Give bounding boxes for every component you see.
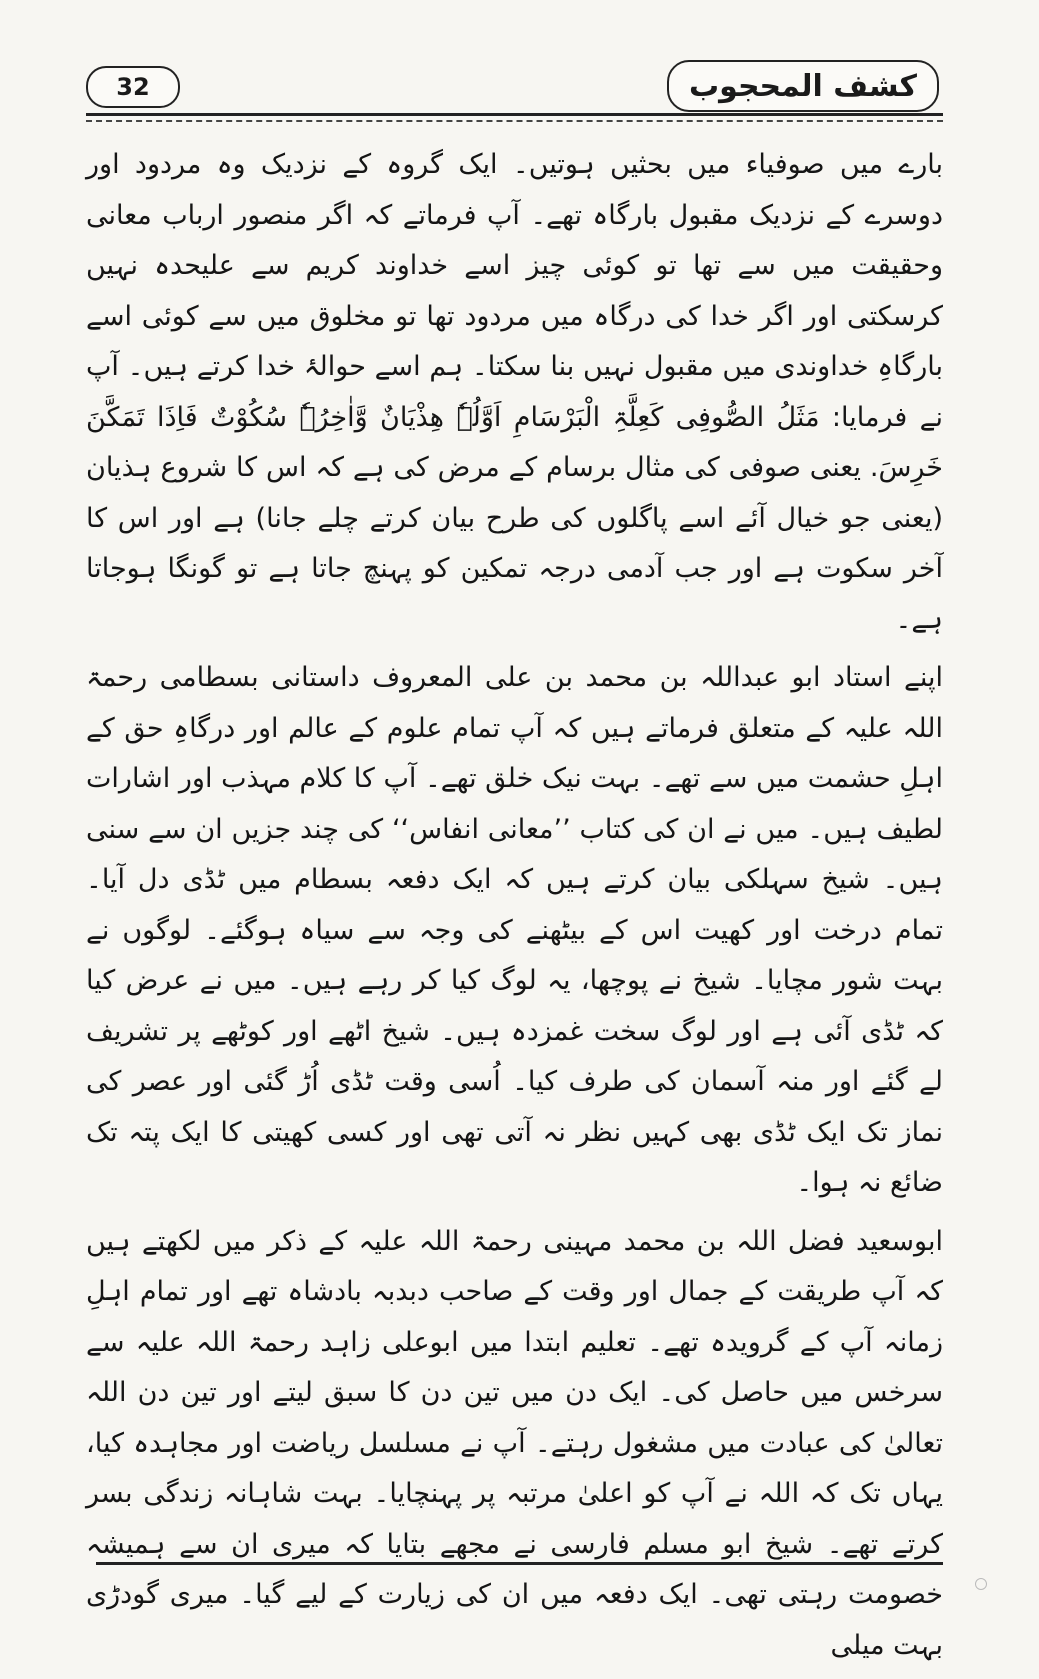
header-divider-dashed (86, 120, 943, 122)
corner-mark (975, 1578, 987, 1590)
paragraph-3: ابوسعید فضل اللہ بن محمد مہینی رحمۃ اللہ علیہ کے ذکر میں لکھتے ہیں کہ آپ طریقت کے جمال اور وقت کے صاحب دبدبہ بادشاہ تھے اور تمام اہلِ زمانہ آپ کے گرویدہ تھے۔ تعلیم ابتدا میں ابوعلی زاہد رحمۃ اللہ علیہ سے سرخس میں حاصل کی۔ ایک دن میں تین دن کا سبق لیتے اور تین دن اللہ تعالیٰ کی عبادت میں مشغول رہتے۔ آپ نے مسلسل ریاضت اور مجاہدہ کیا، یہاں تک کہ اللہ نے آپ کو اعلیٰ مرتبہ پر پہنچایا۔ بہت شاہانہ زندگی بسر کرتے تھے۔ شیخ ابو مسلم فارسی نے مجھے بتایا کہ میری ان سے ہمیشہ خصومت رہتی تھی۔ ایک دفعہ میں ان کی زیارت کے لیے گیا۔ میری گودڑی بہت میلی (86, 1225, 943, 1661)
paragraph-1: بارے میں صوفیاء میں بحثیں ہوتیں۔ ایک گروہ کے نزدیک وہ مردود اور دوسرے کے نزدیک مقبول بارگاہ تھے۔ آپ فرماتے کہ اگر منصور ارباب معانی وحقیقت میں سے تھا تو کوئی چیز اسے خداوند کریم سے علیحدہ نہیں کرسکتی اور اگر خدا کی درگاہ میں مردود تھا تو مخلوق میں سے کوئی اسے بارگاہِ خداوندی میں مقبول نہیں بنا سکتا۔ ہم اسے حوالۂ خدا کرتے ہیں۔ آپ نے فرمایا: مَثَلُ الصُّوفِی کَعِلَّۃِ الْبَرْسَامِ اَوَّلُہٗ ھِذْیَانٌ وَّاٰخِرُہٗ سُکُوْتٌ فَاِذَا تَمَکَّنَ خَرِسَ. یعنی صوفی کی مثال برسام کے مرض کی ہے کہ اس کا شروع ہذیان (یعنی جو خیال آئے اسے پاگلوں کی طرح بیان کرتے چلے جانا) ہے اور اس کا آخر سکوت ہے اور جب آدمی درجہ تمکین کو پہنچ جاتا ہے تو گونگا ہوجاتا ہے۔ (86, 149, 943, 635)
paragraph-2: اپنے استاد ابو عبداللہ بن محمد بن علی المعروف داستانی بسطامی رحمۃ اللہ علیہ کے متعلق فرماتے ہیں کہ آپ تمام علوم کے عالم اور درگاہِ حق کے اہلِ حشمت میں سے تھے۔ بہت نیک خلق تھے۔ آپ کا کلام مہذب اور اشارات لطیف ہیں۔ میں نے ان کی کتاب ’’معانی انفاس‘‘ کی چند جزیں ان سے سنی ہیں۔ شیخ سہلکی بیان کرتے ہیں کہ ایک دفعہ بسطام میں ٹڈی دل آیا۔ تمام درخت اور کھیت اس کے بیٹھنے کی وجہ سے سیاہ ہوگئے۔ لوگوں نے بہت شور مچایا۔ شیخ نے پوچھا، یہ لوگ کیا کر رہے ہیں۔ میں نے عرض کیا کہ ٹڈی آئی ہے اور لوگ سخت غمزدہ ہیں۔ شیخ اٹھے اور کوٹھے پر تشریف لے گئے اور منہ آسمان کی طرف کیا۔ اُسی وقت ٹڈی اُڑ گئی اور عصر کی نماز تک ایک ٹڈی بھی کہیں نظر نہ آتی تھی اور کسی کھیتی کا ایک پتہ تک ضائع نہ ہوا۔ (86, 662, 943, 1198)
page-number: 32 (86, 66, 180, 108)
header-divider (86, 113, 943, 116)
page-body (86, 140, 943, 1679)
footer-divider (96, 1562, 943, 1565)
book-title: کشف المحجوب (667, 60, 939, 112)
